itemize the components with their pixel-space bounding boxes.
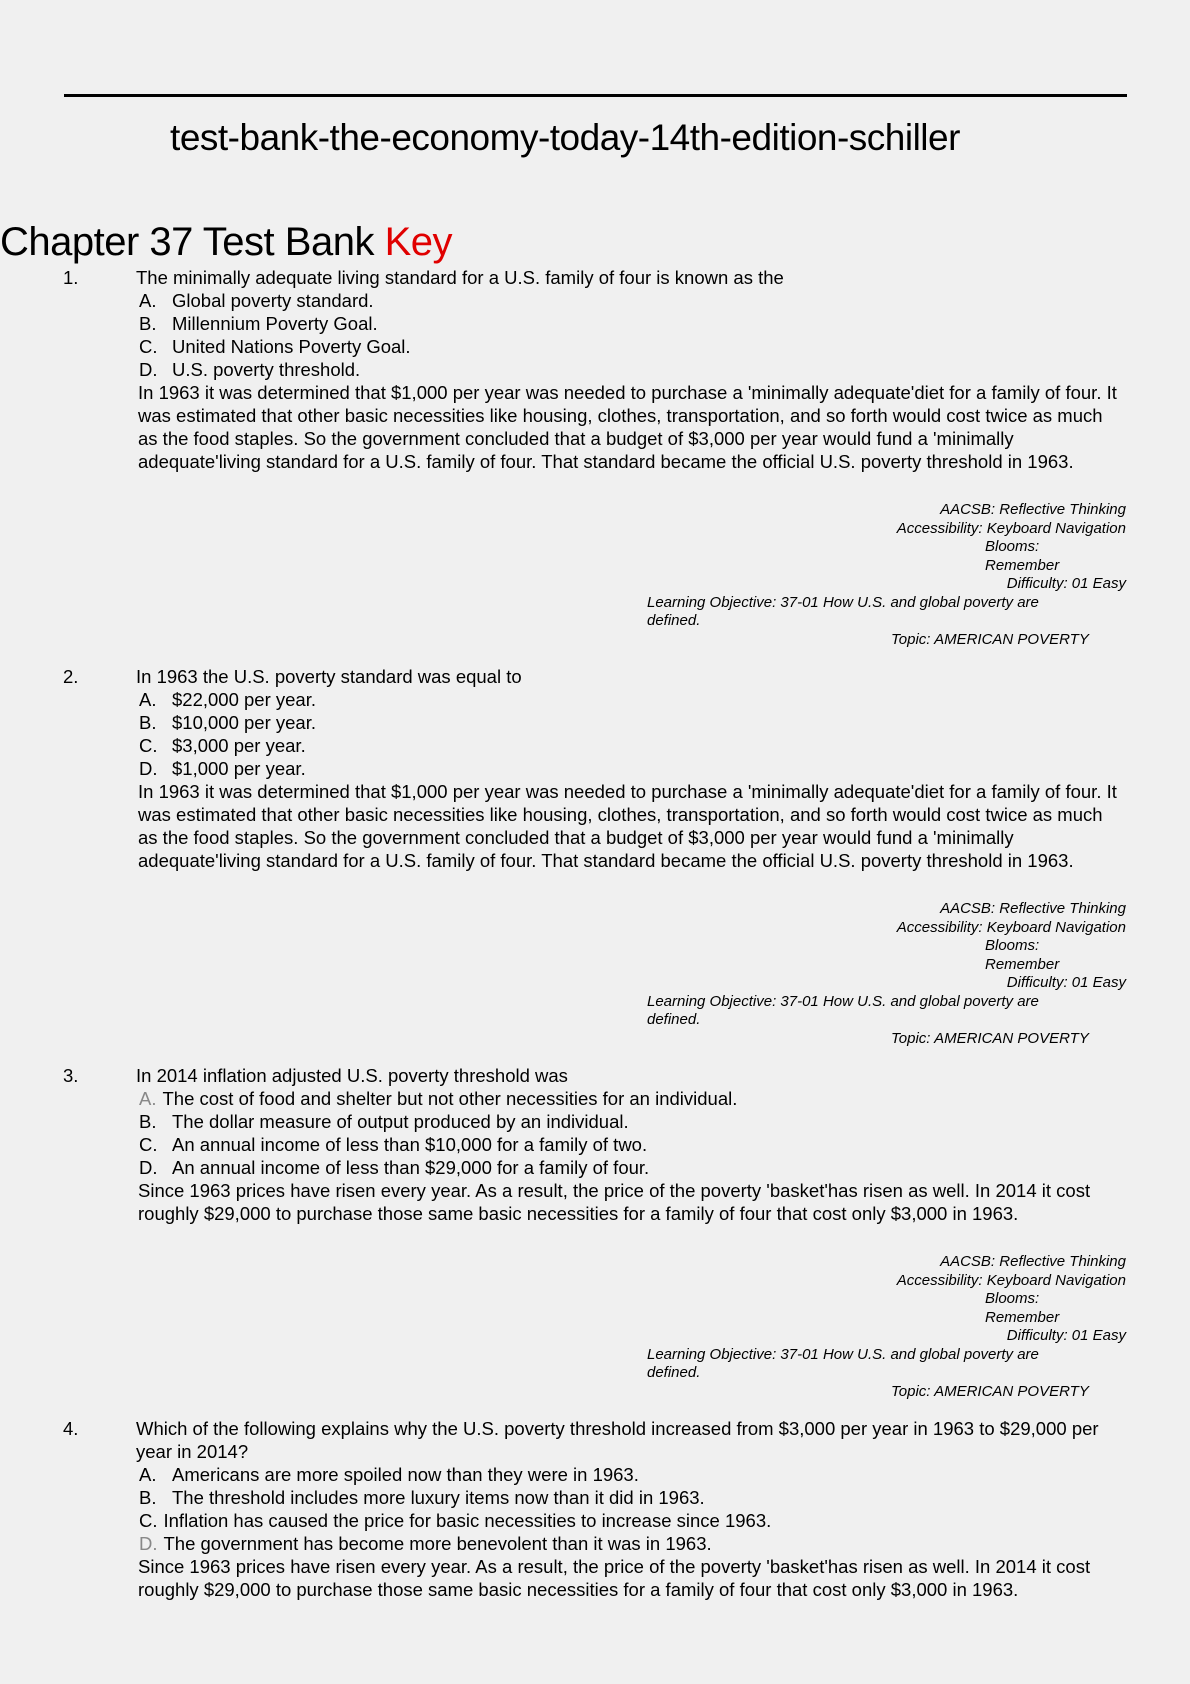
answer-option xyxy=(139,1110,1190,1133)
question-text: Which of the following explains why the U.S. poverty threshold increased from $3,000 per year in 1963 to $29,000 per year in 2014? xyxy=(136,1418,1099,1462)
option-letter: D. xyxy=(139,1533,158,1554)
option-text: U.S. poverty threshold. xyxy=(172,359,361,380)
question-2 xyxy=(0,665,1190,1047)
option-letter: C. xyxy=(139,1510,158,1531)
option-letter: C. xyxy=(139,1134,158,1155)
answer-explanation: In 1963 it was determined that $1,000 per year was needed to purchase a 'minimally adequate'diet for a family of four. It was estimated that other basic necessities like housing, clothes, transportation, and so forth would cost twice as much as the food staples. So the government concluded that a budget of $3,000 per year would fund a 'minimally adequate'living standard for a U.S. family of four. That standard became the official U.S. poverty threshold in 1963. xyxy=(138,781,1117,871)
answer-option xyxy=(139,358,1190,381)
accessibility-tag: Accessibility: Keyboard Navigation xyxy=(896,1271,1126,1289)
topic-tag: Topic: AMERICAN POVERTY xyxy=(891,1382,1089,1400)
option-letter: B. xyxy=(139,313,157,334)
aacsb-tag: AACSB: Reflective Thinking xyxy=(940,501,1126,518)
question-3 xyxy=(0,1064,1190,1400)
option-text: The threshold includes more luxury items now than it did in 1963. xyxy=(172,1487,705,1508)
difficulty-tag: Difficulty: 01 Easy xyxy=(1006,575,1126,592)
question-4 xyxy=(0,1417,1190,1601)
learning-objective: Learning Objective: 37-01 How U.S. and global poverty are xyxy=(647,1345,1039,1363)
option-text: $10,000 per year. xyxy=(172,712,316,733)
answer-option xyxy=(139,1156,1190,1179)
option-letter: A. xyxy=(139,1464,157,1485)
option-letter: B. xyxy=(139,1487,157,1508)
blooms-value: Remember xyxy=(985,955,1060,973)
blooms-value: Remember xyxy=(985,1308,1060,1326)
learning-objective: Learning Objective: 37-01 How U.S. and global poverty are xyxy=(647,593,1039,611)
answer-option xyxy=(139,1463,1190,1486)
answer-option xyxy=(139,312,1190,335)
answer-option xyxy=(139,289,1190,312)
answer-explanation: Since 1963 prices have risen every year. As a result, the price of the poverty 'basket'has risen as well. In 2014 it cost roughly $29,000 to purchase those same basic necessities for a family of four that cost only $3,000 in 1963. xyxy=(138,1556,1091,1600)
answer-explanation: Since 1963 prices have risen every year. As a result, the price of the poverty 'basket'has risen as well. In 2014 it cost roughly $29,000 to purchase those same basic necessities for a family of four that cost only $3,000 in 1963. xyxy=(138,1180,1091,1224)
accessibility-tag: Accessibility: Keyboard Navigation xyxy=(896,918,1126,936)
aacsb-tag: AACSB: Reflective Thinking xyxy=(940,900,1126,917)
difficulty-tag: Difficulty: 01 Easy xyxy=(1006,1327,1126,1344)
question-metadata xyxy=(0,1253,1190,1400)
answer-option xyxy=(139,757,1190,780)
option-letter: B. xyxy=(139,1111,157,1132)
option-text: Millennium Poverty Goal. xyxy=(172,313,378,334)
question-number: 4. xyxy=(63,1418,79,1439)
option-letter: D. xyxy=(139,1157,158,1178)
question-text: In 1963 the U.S. poverty standard was equal to xyxy=(136,666,522,687)
answer-option xyxy=(139,1133,1190,1156)
option-text: An annual income of less than $10,000 for a family of two. xyxy=(172,1134,648,1155)
blooms-value: Remember xyxy=(985,556,1060,574)
option-text: The cost of food and shelter but not other necessities for an individual. xyxy=(162,1088,738,1109)
option-letter: A. xyxy=(139,689,157,710)
learning-objective-cont: defined. xyxy=(647,1011,701,1028)
answer-option xyxy=(139,335,1190,358)
question-number: 3. xyxy=(63,1065,79,1086)
answer-option xyxy=(139,1087,1190,1110)
option-letter: D. xyxy=(139,359,158,380)
learning-objective-cont: defined. xyxy=(647,1364,701,1381)
option-text: The dollar measure of output produced by an individual. xyxy=(172,1111,629,1132)
answer-key-label: Key xyxy=(384,220,453,264)
blooms-label: Blooms: xyxy=(985,538,1040,555)
learning-objective: Learning Objective: 37-01 How U.S. and global poverty are xyxy=(647,992,1039,1010)
question-metadata xyxy=(0,501,1190,648)
question-text: In 2014 inflation adjusted U.S. poverty threshold was xyxy=(136,1065,568,1086)
option-text: Inflation has caused the price for basic necessities to increase since 1963. xyxy=(163,1510,772,1531)
chapter-title: Chapter 37 Test Bank xyxy=(0,220,374,264)
option-text: The government has become more benevolent than it was in 1963. xyxy=(163,1533,712,1554)
option-text: An annual income of less than $29,000 for a family of four. xyxy=(172,1157,650,1178)
answer-option xyxy=(139,1486,1190,1509)
option-text: $3,000 per year. xyxy=(172,735,306,756)
option-letter: C. xyxy=(139,735,158,756)
option-letter: A. xyxy=(139,1088,157,1109)
difficulty-tag: Difficulty: 01 Easy xyxy=(1006,974,1126,991)
option-text: United Nations Poverty Goal. xyxy=(172,336,411,357)
option-text: Global poverty standard. xyxy=(172,290,374,311)
option-letter: A. xyxy=(139,290,157,311)
topic-tag: Topic: AMERICAN POVERTY xyxy=(891,630,1089,648)
learning-objective-cont: defined. xyxy=(647,612,701,629)
answer-option xyxy=(139,734,1190,757)
question-metadata xyxy=(0,900,1190,1047)
answer-option xyxy=(139,711,1190,734)
question-text: The minimally adequate living standard for a U.S. family of four is known as the xyxy=(136,267,784,288)
header-rule xyxy=(64,94,1127,97)
answer-explanation: In 1963 it was determined that $1,000 per year was needed to purchase a 'minimally adequate'diet for a family of four. It was estimated that other basic necessities like housing, clothes, transportation, and so forth would cost twice as much as the food staples. So the government concluded that a budget of $3,000 per year would fund a 'minimally adequate'living standard for a U.S. family of four. That standard became the official U.S. poverty threshold in 1963. xyxy=(138,382,1117,472)
answer-option xyxy=(139,688,1190,711)
accessibility-tag: Accessibility: Keyboard Navigation xyxy=(896,519,1126,537)
question-number: 2. xyxy=(63,666,79,687)
question-number: 1. xyxy=(63,267,79,288)
answer-option xyxy=(139,1532,1190,1555)
aacsb-tag: AACSB: Reflective Thinking xyxy=(940,1253,1126,1270)
blooms-label: Blooms: xyxy=(985,1290,1040,1307)
option-letter: C. xyxy=(139,336,158,357)
chapter-heading xyxy=(0,218,452,266)
question-1 xyxy=(0,266,1190,648)
answer-option xyxy=(139,1509,1190,1532)
option-text: $22,000 per year. xyxy=(172,689,316,710)
topic-tag: Topic: AMERICAN POVERTY xyxy=(891,1029,1089,1047)
option-letter: B. xyxy=(139,712,157,733)
option-text: Americans are more spoiled now than they were in 1963. xyxy=(172,1464,639,1485)
blooms-label: Blooms: xyxy=(985,937,1040,954)
option-text: $1,000 per year. xyxy=(172,758,306,779)
option-letter: D. xyxy=(139,758,158,779)
document-title: test-bank-the-economy-today-14th-edition-schiller xyxy=(170,117,960,158)
